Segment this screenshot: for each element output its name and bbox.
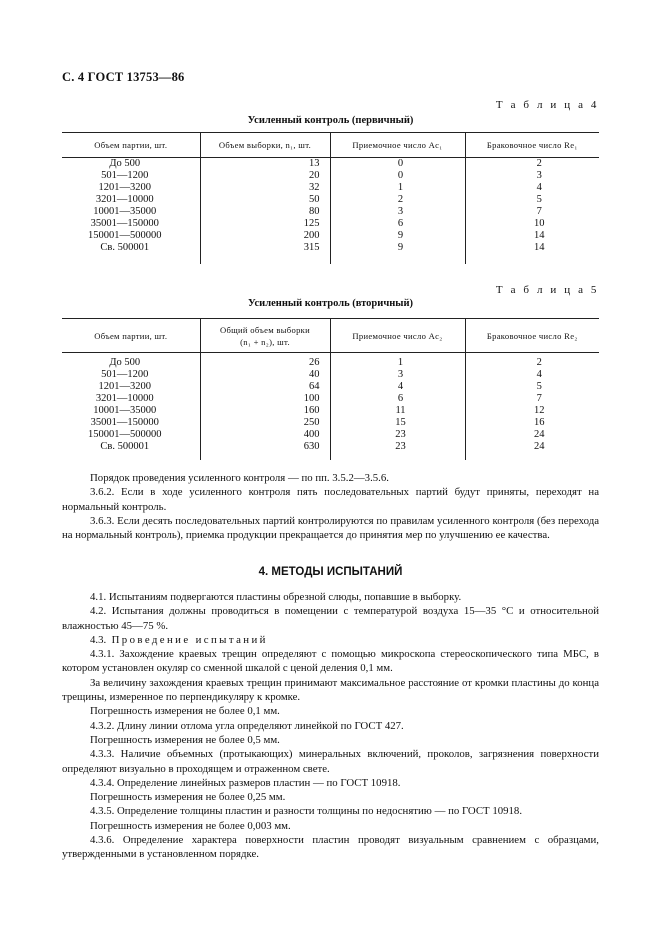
subsection-title: Проведение испытаний xyxy=(111,633,268,646)
table5-header-reject: Браковочное число Re₂ xyxy=(465,319,599,353)
table-cell: 2 xyxy=(397,194,404,205)
table-cell: 250 xyxy=(303,417,320,428)
table-cell: До 500 xyxy=(109,158,141,169)
table-cell: 400 xyxy=(303,429,320,440)
table-cell: 26 xyxy=(309,357,320,368)
table5-caption: Усиленный контроль (вторичный) xyxy=(247,298,414,309)
table-cell: 1201—3200 xyxy=(98,381,151,392)
table-cell: 5 xyxy=(536,194,542,205)
table-cell: 6 xyxy=(397,218,404,229)
table-cell: 150001—500000 xyxy=(88,429,162,440)
table-cell: 1 xyxy=(397,182,404,193)
table-cell: 35001—150000 xyxy=(90,417,159,428)
table-cell: 64 xyxy=(309,381,320,392)
table-cell: 10 xyxy=(534,218,545,229)
paragraph: Погрешность измерения не более 0,5 мм. xyxy=(90,733,280,746)
table4-header-reject: Браковочное число Re₁ xyxy=(465,133,599,158)
paragraph: Погрешность измерения не более 0,25 мм. xyxy=(90,791,286,804)
paragraph: Погрешность измерения не более 0,003 мм. xyxy=(90,819,291,832)
table4-number: Т а б л и ц а 4 xyxy=(495,99,599,111)
table-cell: 315 xyxy=(303,242,320,253)
table5-header-lot: Объем партии, шт. xyxy=(62,319,200,353)
table-cell: 11 xyxy=(395,405,406,416)
table-cell: 160 xyxy=(303,405,320,416)
table-cell: 200 xyxy=(303,230,320,241)
table-cell: 10001—35000 xyxy=(93,405,157,416)
paragraph: Порядок проведения усиленного контроля — по пп. 3.5.2—3.5.6. xyxy=(90,472,389,484)
table-cell: 13 xyxy=(309,158,320,169)
table-cell: 4 xyxy=(397,381,404,392)
table-cell: 23 xyxy=(395,441,406,452)
table5-sample-column xyxy=(200,353,330,461)
table-cell: 4 xyxy=(536,369,542,380)
table-cell: 100 xyxy=(303,393,320,404)
paragraph: 4.3.4. Определение линейных размеров пластин — по ГОСТ 10918. xyxy=(90,776,401,789)
table-cell: 2 xyxy=(536,158,542,169)
table4 xyxy=(62,132,599,264)
paragraph: 3.6.2. Если в ходе усиленного контроля пять последовательных партий будут приняты, переходят на нормальный контроль. xyxy=(62,486,599,513)
table5-lot-column xyxy=(62,353,200,461)
section-title: 4. МЕТОДЫ ИСПЫТАНИЙ xyxy=(258,566,403,578)
table-cell: 501—1200 xyxy=(101,369,149,380)
table-cell: Св. 500001 xyxy=(100,242,150,253)
table-cell: 16 xyxy=(534,417,545,428)
subsection-heading xyxy=(62,633,599,647)
table4-caption: Усиленный контроль (первичный) xyxy=(247,115,414,126)
table-cell: 35001—150000 xyxy=(90,218,159,229)
table-cell: 12 xyxy=(534,405,545,416)
table-cell: 630 xyxy=(303,441,320,452)
table-cell: 1201—3200 xyxy=(98,182,151,193)
table4-sample-column xyxy=(200,158,330,265)
table-cell: 14 xyxy=(534,230,545,241)
table5-number: Т а б л и ц а 5 xyxy=(495,284,599,296)
table5-reject-column xyxy=(465,353,599,461)
table-cell: 0 xyxy=(397,170,404,181)
paragraph: 3.6.3. Если десять последовательных партий контролируются по правилам усиленного контроля (без перехода на нормальный контроль), приемка продукции прекращается до принятия мер по улучшению ее качества. xyxy=(62,514,599,542)
table-cell: 20 xyxy=(309,170,320,181)
table4-reject-column xyxy=(465,158,599,265)
table4-accept-column xyxy=(330,158,465,265)
table-cell: 1 xyxy=(397,357,404,368)
table5-header-sample-line2: (n₁ + n₂), шт. xyxy=(240,336,290,347)
table-cell: 10001—35000 xyxy=(93,206,157,217)
subsection-number: 4.3. xyxy=(90,633,107,646)
table-cell: 14 xyxy=(534,242,545,253)
table-cell: 125 xyxy=(303,218,320,229)
table-cell: 3 xyxy=(397,206,404,217)
table5 xyxy=(62,318,599,460)
table-cell: 24 xyxy=(534,441,545,452)
paragraph: 4.3.5. Определение толщины пластин и разности толщины по недоснятию — по ГОСТ 10918. xyxy=(90,805,523,818)
table-cell: 9 xyxy=(397,242,404,253)
paragraph: 4.2. Испытания должны проводиться в помещении с температурой воздуха 15—35 °С и относительной влажностью 45—75 %. xyxy=(62,605,599,632)
text-block-methods xyxy=(62,590,599,862)
table-cell: 3 xyxy=(397,369,404,380)
table-cell: 150001—500000 xyxy=(88,230,162,241)
table-cell: 40 xyxy=(309,369,320,380)
table5-header-accept: Приемочное число Ac₂ xyxy=(330,319,465,353)
table-cell: 24 xyxy=(534,429,545,440)
text-block-control xyxy=(62,471,599,542)
table-cell: 7 xyxy=(536,393,542,404)
table-cell: 9 xyxy=(397,230,404,241)
table-cell: 4 xyxy=(536,182,542,193)
table-cell: 3 xyxy=(536,170,542,181)
table4-header-accept: Приемочное число Ac₁ xyxy=(330,133,465,158)
paragraph: 4.3.3. Наличие объемных (протыкающих) минеральных включений, проколов, загрязнения поверхности определяют визуально в проходящем и отраженном свете. xyxy=(62,748,599,775)
table-cell: 6 xyxy=(397,393,404,404)
table-cell: 0 xyxy=(397,158,404,169)
paragraph: 4.3.2. Длину линии отлома угла определяют линейкой по ГОСТ 427. xyxy=(90,719,404,732)
paragraph: 4.1. Испытаниям подвергаются пластины обрезной слюды, попавшие в выборку. xyxy=(90,591,462,603)
table4-lot-column xyxy=(62,158,200,265)
table-cell: 50 xyxy=(309,194,320,205)
table-cell: До 500 xyxy=(109,357,141,368)
table4-header-sample: Объем выборки, n₁, шт. xyxy=(200,133,330,158)
table5-accept-column xyxy=(330,353,465,461)
paragraph: 4.3.1. Захождение краевых трещин определяют с помощью микроскопа стереоскопического типа МБС, в котором установлен окуляр со сменной шкалой с ценой деления 0,1 мм. xyxy=(62,648,599,675)
table4-header-lot: Объем партии, шт. xyxy=(62,133,200,158)
table5-header-sample-line1: Общий объем выборки xyxy=(219,324,311,335)
table-cell: 32 xyxy=(309,182,320,193)
paragraph: За величину захождения краевых трещин принимают максимальное расстояние от кромки пластины до конца трещины, измеренное по перпендикуляру к кромке. xyxy=(62,676,599,704)
page-header: С. 4 ГОСТ 13753—86 xyxy=(62,70,185,84)
table-cell: 3201—10000 xyxy=(95,194,154,205)
table-cell: 501—1200 xyxy=(101,170,149,181)
table-cell: 80 xyxy=(309,206,320,217)
table-cell: 5 xyxy=(536,381,542,392)
paragraph: 4.3.6. Определение характера поверхности пластин проводят визуальным сравнением с образцами, утвержденными в установленном порядке. xyxy=(62,834,599,861)
paragraph: Погрешность измерения не более 0,1 мм. xyxy=(90,705,280,718)
table5-header-sample xyxy=(200,319,330,353)
table-cell: Св. 500001 xyxy=(100,441,150,452)
table-cell: 7 xyxy=(536,206,542,217)
table-cell: 3201—10000 xyxy=(95,393,154,404)
table-cell: 2 xyxy=(536,357,542,368)
table-cell: 23 xyxy=(395,429,406,440)
table-cell: 15 xyxy=(395,417,406,428)
